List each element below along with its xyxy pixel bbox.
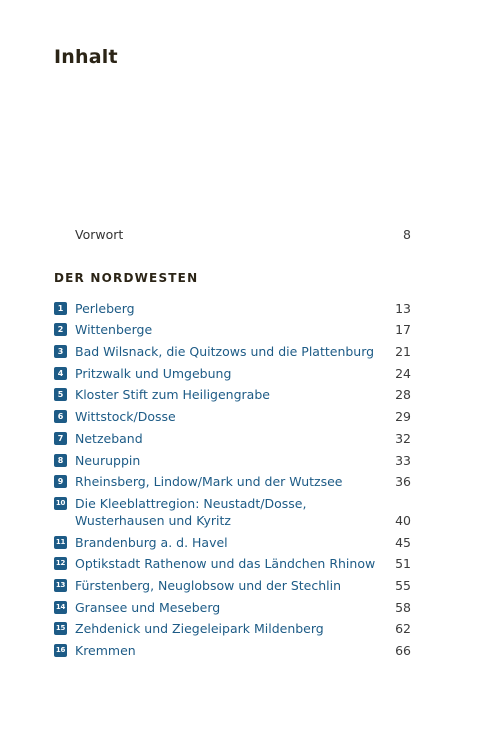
chapter-page-number: 66 bbox=[395, 643, 411, 658]
preface-label: Vorwort bbox=[75, 227, 124, 242]
chapter-title: Optikstadt Rathenow und das Ländchen Rhinow bbox=[75, 556, 376, 571]
chapter-title: Pritzwalk und Umgebung bbox=[75, 366, 232, 381]
chapter-number-badge: 5 bbox=[54, 388, 67, 401]
chapter-number-badge: 13 bbox=[54, 579, 67, 592]
chapter-page-number: 29 bbox=[395, 409, 411, 424]
chapter-page-number: 40 bbox=[395, 513, 411, 528]
chapter-page-number: 32 bbox=[395, 431, 411, 446]
toc-entry[interactable] bbox=[0, 301, 482, 318]
section-heading: DER NORDWESTEN bbox=[54, 271, 199, 285]
chapter-page-number: 24 bbox=[395, 366, 411, 381]
chapter-page-number: 55 bbox=[395, 578, 411, 593]
chapter-page-number: 17 bbox=[395, 322, 411, 337]
chapter-number-badge: 4 bbox=[54, 367, 67, 380]
chapter-number-badge: 9 bbox=[54, 475, 67, 488]
chapter-page-number: 62 bbox=[395, 621, 411, 636]
chapter-number-badge: 1 bbox=[54, 302, 67, 315]
chapter-title: Zehdenick und Ziegeleipark Mildenberg bbox=[75, 621, 324, 636]
chapter-page-number: 58 bbox=[395, 600, 411, 615]
chapter-title: Wusterhausen und Kyritz bbox=[75, 513, 231, 528]
chapter-number-badge: 16 bbox=[54, 644, 67, 657]
toc-entry[interactable] bbox=[0, 600, 482, 617]
chapter-title: Bad Wilsnack, die Quitzows und die Plattenburg bbox=[75, 344, 375, 359]
chapter-page-number: 45 bbox=[395, 535, 411, 550]
chapter-title: Perleberg bbox=[75, 301, 135, 316]
toc-entry[interactable] bbox=[0, 474, 482, 491]
toc-entry[interactable] bbox=[0, 453, 482, 470]
chapter-title: Wittenberge bbox=[75, 322, 153, 337]
chapter-title: Fürstenberg, Neuglobsow und der Stechlin bbox=[75, 578, 342, 593]
chapter-title: Neuruppin bbox=[75, 453, 141, 468]
chapter-title: Rheinsberg, Lindow/Mark und der Wutzsee bbox=[75, 474, 343, 489]
chapter-number-badge: 10 bbox=[54, 497, 67, 510]
toc-entry[interactable] bbox=[0, 409, 482, 426]
chapter-number-badge: 7 bbox=[54, 432, 67, 445]
chapter-number-badge: 8 bbox=[54, 454, 67, 467]
chapter-number-badge: 11 bbox=[54, 536, 67, 549]
chapter-number-badge: 3 bbox=[54, 345, 67, 358]
chapter-title: Wittstock/Dosse bbox=[75, 409, 176, 424]
toc-entry[interactable] bbox=[0, 496, 482, 530]
toc-entry[interactable] bbox=[0, 578, 482, 595]
chapter-page-number: 21 bbox=[395, 344, 411, 359]
toc-entry[interactable] bbox=[0, 621, 482, 638]
chapter-title: Die Kleeblattregion: Neustadt/Dosse, bbox=[75, 496, 307, 511]
chapter-page-number: 51 bbox=[395, 556, 411, 571]
preface-page: 8 bbox=[403, 227, 411, 242]
chapter-page-number: 28 bbox=[395, 387, 411, 402]
chapter-title: Netzeband bbox=[75, 431, 143, 446]
chapter-number-badge: 15 bbox=[54, 622, 67, 635]
toc-entry[interactable] bbox=[0, 322, 482, 339]
toc-entry[interactable] bbox=[0, 535, 482, 552]
chapter-page-number: 36 bbox=[395, 474, 411, 489]
chapter-number-badge: 6 bbox=[54, 410, 67, 423]
toc-entry[interactable] bbox=[0, 643, 482, 660]
toc-entry[interactable] bbox=[0, 387, 482, 404]
chapter-page-number: 33 bbox=[395, 453, 411, 468]
toc-entry[interactable] bbox=[0, 366, 482, 383]
toc-entry[interactable] bbox=[0, 344, 482, 361]
chapter-number-badge: 12 bbox=[54, 557, 67, 570]
page-title: Inhalt bbox=[54, 46, 118, 68]
chapter-number-badge: 2 bbox=[54, 323, 67, 336]
toc-entry[interactable] bbox=[0, 431, 482, 448]
chapter-title: Gransee und Meseberg bbox=[75, 600, 221, 615]
chapter-number-badge: 14 bbox=[54, 601, 67, 614]
chapter-title: Kremmen bbox=[75, 643, 136, 658]
chapter-page-number: 13 bbox=[395, 301, 411, 316]
chapter-title: Kloster Stift zum Heiligengrabe bbox=[75, 387, 270, 402]
chapter-title: Brandenburg a. d. Havel bbox=[75, 535, 228, 550]
toc-entry[interactable] bbox=[0, 556, 482, 573]
